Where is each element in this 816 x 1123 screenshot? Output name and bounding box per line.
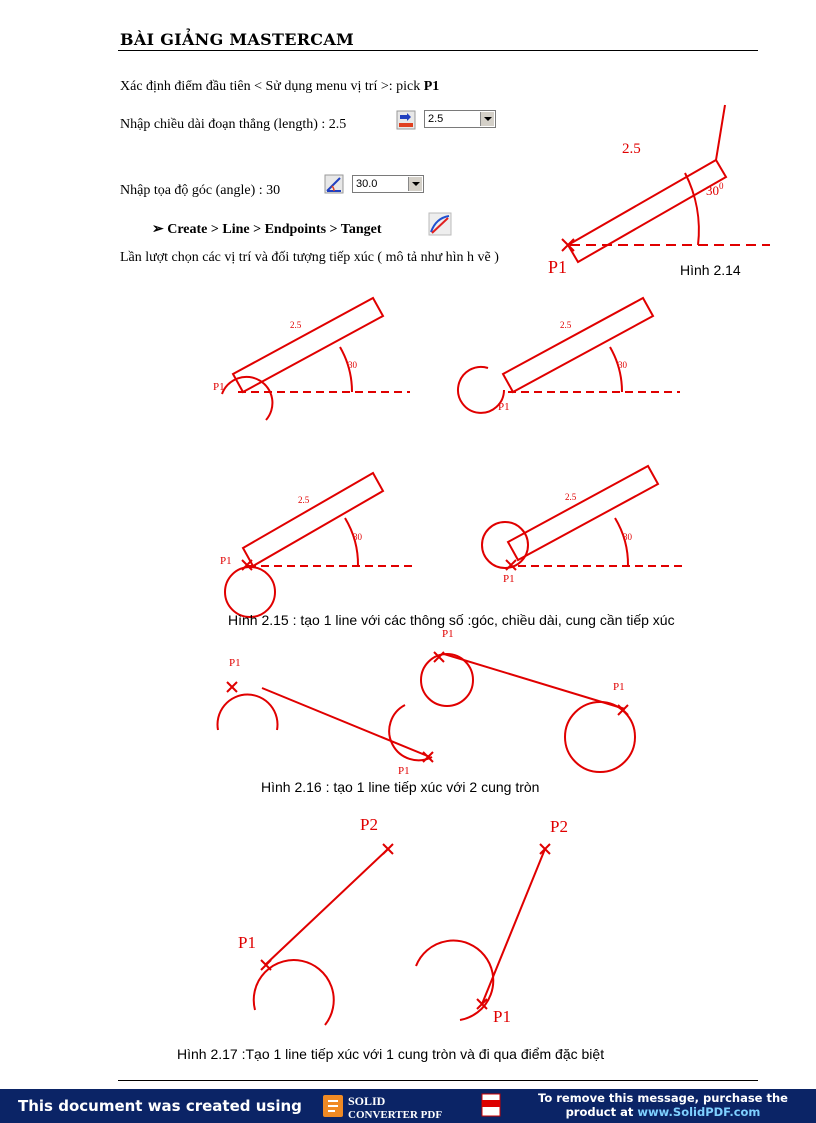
fig217-caption: Hình 2.17 :Tạo 1 line tiếp xúc với 1 cung tròn và đi qua điểm đặc biệt	[177, 1046, 605, 1062]
fig215-angle-label-a: 30	[348, 360, 357, 370]
fig217-p2-label-b: P2	[550, 817, 568, 836]
banner-right-line1: To remove this message, purchase the	[538, 1091, 788, 1105]
fig214-caption: Hình 2.14	[680, 262, 741, 278]
fig216-right	[421, 652, 635, 772]
figure-2-17	[220, 810, 600, 1040]
fig217-right	[416, 844, 550, 1020]
fig215-length-label-a: 2.5	[290, 320, 302, 330]
figure-2-16	[200, 625, 660, 785]
fig215-caption: Hình 2.15 : tạo 1 line với các thông số :góc, chiều dài, cung cần tiếp xúc	[228, 612, 675, 628]
fig214-angle-value: 30	[706, 183, 719, 198]
footer-rule	[118, 1080, 758, 1081]
fig215-length-label-c: 2.5	[298, 495, 310, 505]
figure-2-14	[530, 95, 780, 285]
fig216-p1-label-c: P1	[442, 628, 454, 640]
fig214-angle-degree: 0	[719, 181, 724, 191]
menu-path-text: Create > Line > Endpoints > Tanget	[167, 222, 382, 237]
fig215-p1-label-a: P1	[213, 381, 225, 393]
chevron-down-icon[interactable]	[408, 177, 422, 191]
page-header-title: BÀI GIẢNG MASTERCAM	[120, 30, 355, 49]
angle-icon	[324, 174, 344, 194]
fig215-sub-c	[225, 473, 415, 617]
fig217-p1-label-a: P1	[238, 933, 256, 952]
fig215-p1-label-c: P1	[220, 555, 232, 567]
solid-converter-logo	[322, 1092, 502, 1120]
banner-left-text: This document was created using	[18, 1097, 302, 1115]
fig217-left	[254, 844, 393, 1025]
length-icon	[396, 110, 416, 130]
chevron-down-icon[interactable]	[480, 112, 494, 126]
angle-combo-value: 30.0	[356, 178, 378, 190]
instruction-angle: Nhập tọa độ góc (angle) : 30	[120, 183, 281, 198]
fig214-angle-label	[706, 181, 724, 198]
fig214-line-rect	[568, 160, 726, 262]
fig216-p1-label-d: P1	[613, 681, 625, 693]
banner-right-line2	[518, 1105, 808, 1119]
instruction-select: Lần lượt chọn các vị trí và đối tượng tiếp xúc ( mô tả như hìn h vẽ )	[120, 250, 499, 265]
fig215-sub-a	[222, 298, 410, 420]
logo-bottom-text: CONVERTER PDF	[348, 1109, 443, 1120]
fig215-angle-label-c: 30	[353, 532, 362, 542]
fig214-length-label: 2.5	[622, 141, 641, 157]
instruction-text: Xác định điểm đầu tiên < Sử dụng menu vị trí >: pick	[120, 79, 421, 94]
fig216-p1-label-a: P1	[229, 657, 241, 669]
length-combo[interactable]	[424, 110, 496, 128]
fig215-angle-label-d: 30	[623, 532, 632, 542]
fig217-p2-label-a: P2	[360, 815, 378, 834]
instruction-bold: P1	[423, 79, 440, 94]
figure-2-15	[200, 290, 720, 620]
fig217-p1-label-b: P1	[493, 1007, 511, 1026]
banner-right-text	[518, 1091, 808, 1119]
solid-converter-banner	[0, 1089, 816, 1123]
fig214-dimension-tick	[716, 105, 725, 160]
fig215-sub-b	[458, 298, 680, 413]
banner-right-product: product at	[565, 1105, 634, 1119]
logo-top-text: SOLID	[348, 1094, 386, 1108]
fig215-length-label-d: 2.5	[565, 492, 577, 502]
fig215-sub-d	[482, 466, 685, 570]
fig216-caption: Hình 2.16 : tạo 1 line tiếp xúc với 2 cung tròn	[261, 779, 540, 795]
header-rule	[118, 50, 758, 51]
fig216-p1-label-b: P1	[398, 765, 410, 777]
length-combo-value: 2.5	[428, 113, 444, 125]
fig214-p1-label: P1	[548, 257, 568, 277]
banner-url-link[interactable]: www.SolidPDF.com	[637, 1105, 761, 1119]
instruction-length: Nhập chiều dài đoạn thẳng (length) : 2.5	[120, 117, 347, 132]
fig215-angle-label-b: 30	[618, 360, 627, 370]
fig214-angle-arc	[685, 173, 699, 245]
fig215-p1-label-d: P1	[503, 573, 515, 585]
menu-path	[152, 221, 382, 238]
angle-combo[interactable]	[352, 175, 424, 193]
bullet-arrow-icon: ➢	[152, 222, 168, 237]
fig215-p1-label-b: P1	[498, 401, 510, 413]
fig215-length-label-b: 2.5	[560, 320, 572, 330]
fig216-left	[218, 682, 434, 762]
tangent-line-icon	[428, 212, 452, 236]
instruction-pick-p1	[120, 79, 439, 95]
